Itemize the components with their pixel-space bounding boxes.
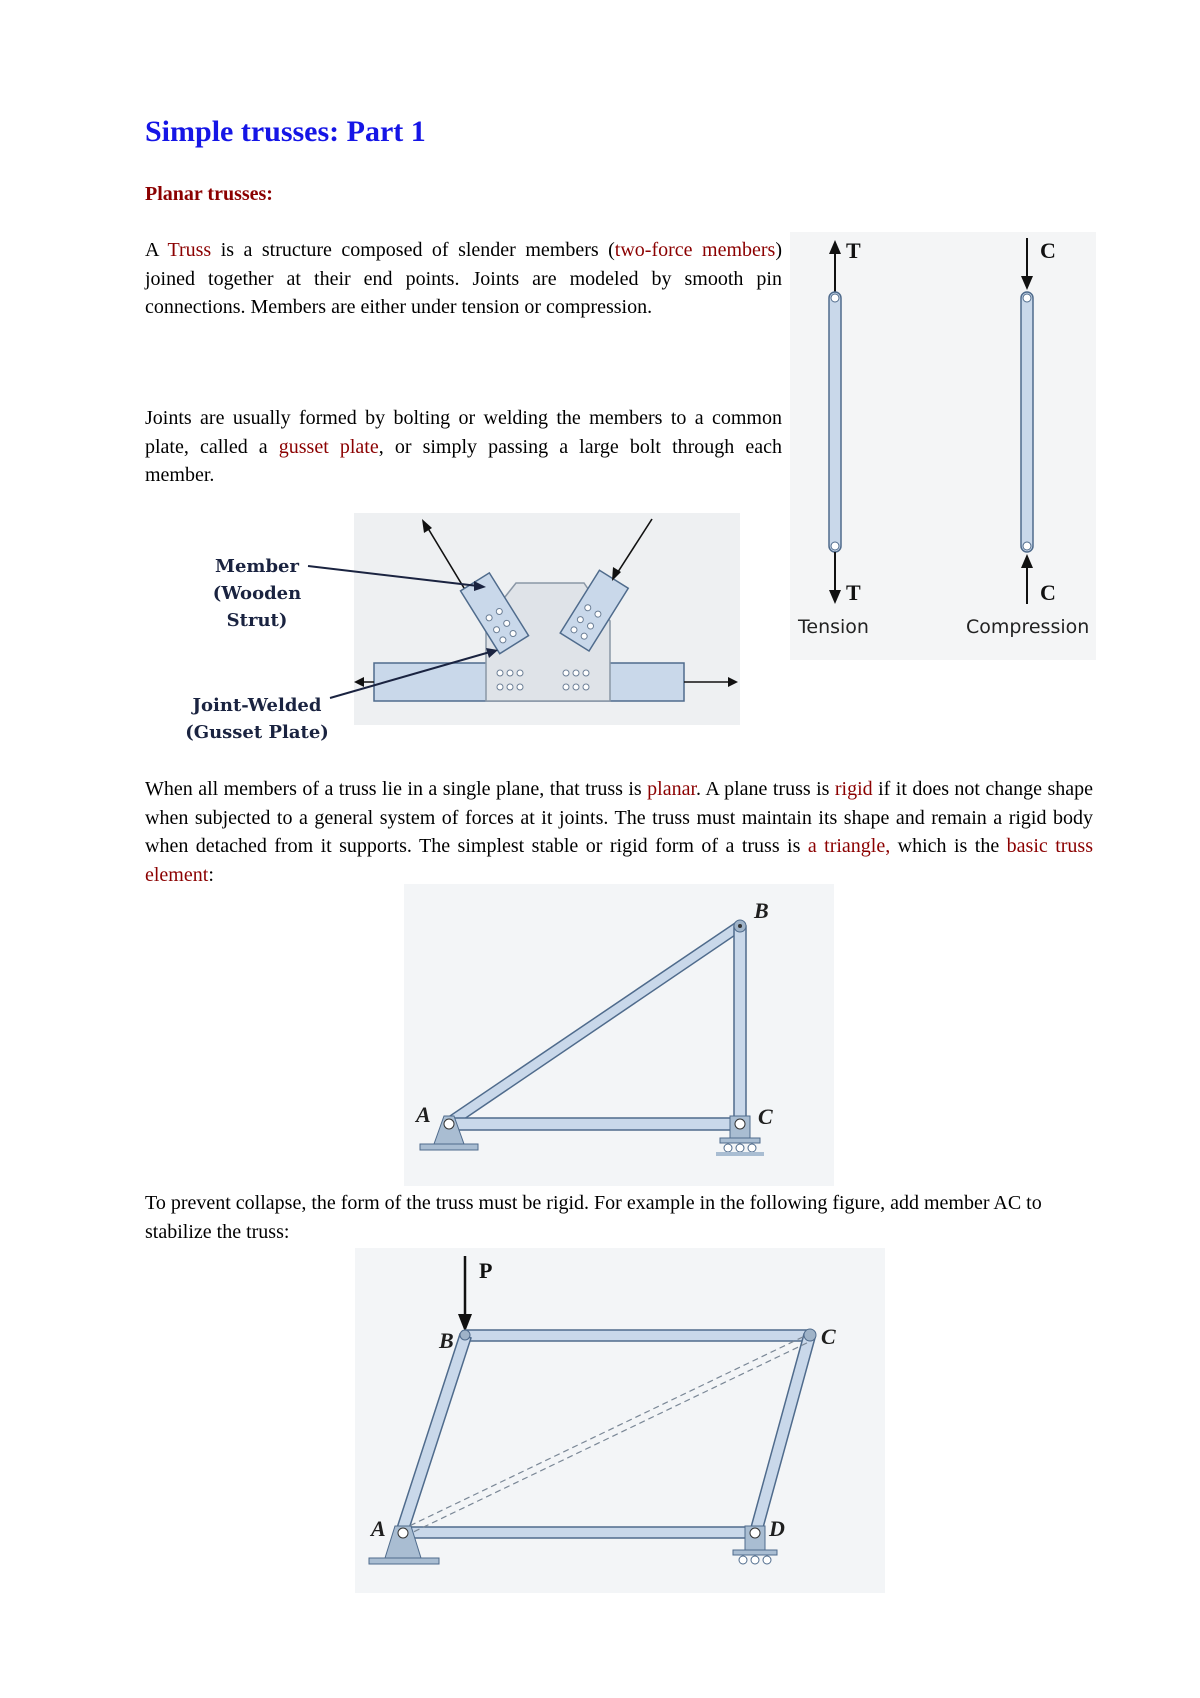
member-bc [734,926,746,1122]
joint-b-label: B [439,1328,454,1353]
term-gusset-plate: gusset plate [278,435,379,458]
member-label: Member (Wooden Strut) [212,556,302,631]
term-truss: Truss [167,239,212,261]
term-triangle: a triangle, [807,835,891,857]
joint-c-label: C [758,1104,773,1129]
term-planar: planar [647,778,697,800]
joint-label: Joint-Welded (Gusset Plate) [185,695,329,743]
triangle-truss-figure [404,884,834,1186]
member-bc [465,1330,810,1341]
term-rigid: rigid [834,778,873,800]
compression-top-label: C [1040,238,1056,263]
term-two-force-members: two-force members [614,239,776,261]
tension-member [829,240,841,604]
axial-members-figure [790,232,1096,660]
tension-bottom-label: T [846,580,861,605]
compression-caption: Compression [966,616,1090,638]
member-ad [403,1527,755,1538]
tension-caption: Tension [798,616,869,638]
joint-d-label: D [769,1516,785,1541]
load-p-label: P [479,1258,493,1283]
joints-paragraph: Joints are usually formed by bolting or welding the members to a common plate, called a gusset plate, or simply passing a large bolt through each member. [145,407,783,486]
tension-top-label: T [846,238,861,263]
joint-b-label: B [754,898,769,923]
gusset-leader-lines [300,560,520,720]
term-basic-truss-element: basic truss element [145,835,1093,886]
intro-paragraph: A Truss is a structure composed of slender members (two-force members) joined together at their end points. Joints are modeled by smooth pin connections. Members are either under tension or compression. [145,239,783,318]
quad-truss-figure [355,1248,885,1593]
member-ac [448,1118,740,1130]
compression-bottom-label: C [1040,580,1056,605]
joint-a-label: A [371,1516,386,1541]
collapse-paragraph: To prevent collapse, the form of the truss must be rigid. For example in the following figure, add member AC to stabilize the truss: [145,1192,1042,1243]
joint-c-label: C [821,1324,836,1349]
joint-a-label: A [416,1102,431,1127]
page-title: Simple trusses: Part 1 [145,115,426,148]
compression-member [1021,238,1033,604]
planar-paragraph: When all members of a truss lie in a single plane, that truss is planar. A plane truss is rigid if it does not change shape when subjected to a general system of forces at it joints. The truss must maintain its shape and remain a rigid body when detached from it supports. The simplest stable or rigid form of a truss is a triangle, which is the basic truss element: [145,778,1094,886]
section-heading: Planar trusses: [145,183,273,205]
